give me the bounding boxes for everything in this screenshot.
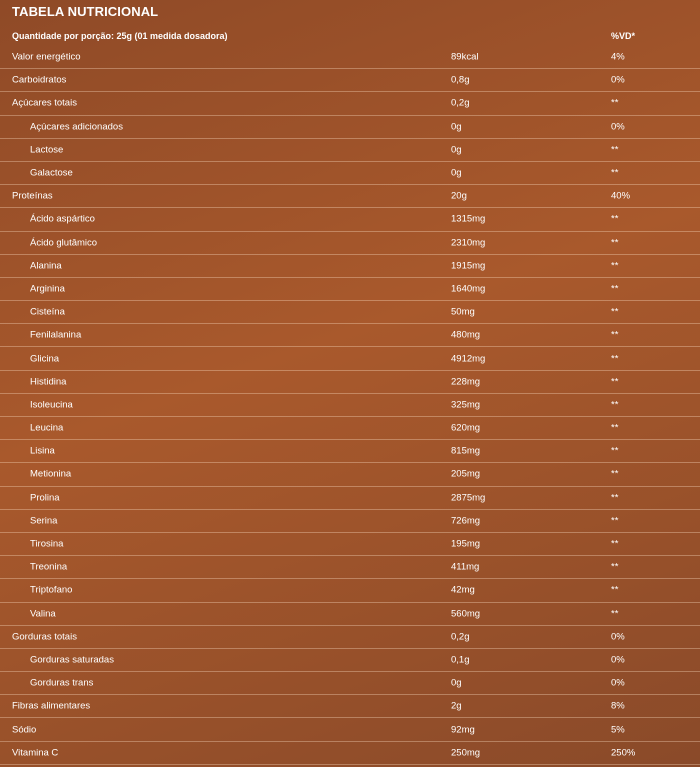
table-row <box>0 626 700 649</box>
nutrient-quantity: 2875mg <box>451 492 486 504</box>
nutrient-vd: ** <box>611 329 619 341</box>
table-row <box>0 510 700 533</box>
nutrient-name: Valor energético <box>12 51 81 63</box>
nutrient-vd: ** <box>611 584 619 596</box>
table-row <box>0 46 700 69</box>
nutrient-quantity: 0,8g <box>451 74 470 86</box>
nutrient-name: Açúcares adicionados <box>30 121 123 133</box>
portion-label: Quantidade por porção: 25g (01 medida dosadora) <box>12 31 228 41</box>
nutrient-vd: 40% <box>611 190 631 202</box>
table-row <box>0 533 700 556</box>
nutrient-vd: ** <box>611 237 619 249</box>
nutrient-name: Tirosina <box>30 538 64 550</box>
nutrient-quantity: 0g <box>451 677 462 689</box>
nutrient-name: Proteínas <box>12 190 53 202</box>
nutrient-vd: ** <box>611 422 619 434</box>
nutrient-name: Triptofano <box>30 584 73 596</box>
nutrient-name: Prolina <box>30 492 60 504</box>
table-row <box>0 347 700 370</box>
nutrient-vd: ** <box>611 538 619 550</box>
nutrient-vd: 8% <box>611 700 625 712</box>
nutrient-vd: 250% <box>611 747 636 759</box>
nutrient-quantity: 620mg <box>451 422 481 434</box>
nutrient-vd: ** <box>611 353 619 365</box>
nutrient-name: Alanina <box>30 260 62 272</box>
nutrient-quantity: 228mg <box>451 376 481 388</box>
nutrient-name: Glicina <box>30 353 60 365</box>
nutrient-quantity: 50mg <box>451 306 475 318</box>
nutrient-name: Serina <box>30 515 58 527</box>
nutrient-vd: ** <box>611 608 619 620</box>
nutrient-vd: ** <box>611 445 619 457</box>
nutrient-vd: 0% <box>611 654 625 666</box>
nutrient-name: Histidina <box>30 376 67 388</box>
nutrient-quantity: 726mg <box>451 515 481 527</box>
nutrient-quantity: 1915mg <box>451 260 486 272</box>
nutrient-name: Valina <box>30 608 56 620</box>
nutrient-vd: ** <box>611 306 619 318</box>
table-row <box>0 417 700 440</box>
table-row <box>0 255 700 278</box>
nutrition-table <box>0 26 700 765</box>
nutrient-quantity: 0g <box>451 144 462 156</box>
nutrient-quantity: 0,2g <box>451 97 470 109</box>
table-row <box>0 672 700 695</box>
nutrient-vd: ** <box>611 213 619 225</box>
nutrient-vd: ** <box>611 399 619 411</box>
nutrient-vd: ** <box>611 492 619 504</box>
table-row <box>0 487 700 510</box>
nutrient-name: Sódio <box>12 724 37 736</box>
table-body <box>0 46 700 765</box>
nutrient-quantity: 195mg <box>451 538 481 550</box>
nutrient-vd: ** <box>611 97 619 109</box>
nutrient-name: Treonina <box>30 561 68 573</box>
nutrient-quantity: 325mg <box>451 399 481 411</box>
nutrient-name: Fenilalanina <box>30 329 82 341</box>
table-row <box>0 301 700 324</box>
nutrient-quantity: 20g <box>451 190 467 202</box>
table-row <box>0 324 700 347</box>
nutrient-name: Açúcares totais <box>12 97 77 109</box>
nutrient-quantity: 560mg <box>451 608 481 620</box>
vd-header: %VD* <box>611 31 636 41</box>
nutrient-name: Ácido glutâmico <box>30 237 98 249</box>
nutrient-name: Vitamina C <box>12 747 59 759</box>
nutrient-quantity: 0g <box>451 121 462 133</box>
nutrient-quantity: 1315mg <box>451 213 486 225</box>
nutrient-vd: 4% <box>611 51 625 63</box>
nutrient-name: Galactose <box>30 167 73 179</box>
nutrient-name: Leucina <box>30 422 64 434</box>
nutrient-vd: ** <box>611 260 619 272</box>
nutrient-vd: ** <box>611 376 619 388</box>
table-row <box>0 278 700 301</box>
nutrient-vd: ** <box>611 167 619 179</box>
nutrient-vd: ** <box>611 283 619 295</box>
nutrient-quantity: 815mg <box>451 445 481 457</box>
table-row <box>0 579 700 602</box>
nutrient-name: Ácido aspártico <box>30 213 95 225</box>
table-row <box>0 463 700 486</box>
table-row <box>0 116 700 139</box>
nutrient-vd: ** <box>611 468 619 480</box>
nutrient-name: Gorduras trans <box>30 677 94 689</box>
nutrient-vd: 0% <box>611 121 625 133</box>
table-row <box>0 162 700 185</box>
nutrient-quantity: 0,2g <box>451 631 470 643</box>
nutrient-name: Gorduras saturadas <box>30 654 114 666</box>
nutrient-quantity: 205mg <box>451 468 481 480</box>
table-row <box>0 695 700 718</box>
table-row <box>0 556 700 579</box>
table-header <box>0 26 700 46</box>
table-row <box>0 69 700 92</box>
nutrient-name: Isoleucina <box>30 399 73 411</box>
nutrient-name: Cisteína <box>30 306 65 318</box>
table-row <box>0 139 700 162</box>
nutrient-vd: ** <box>611 515 619 527</box>
table-row <box>0 603 700 626</box>
nutrient-quantity: 2g <box>451 700 462 712</box>
nutrient-name: Fibras alimentares <box>12 700 91 712</box>
table-row <box>0 742 700 765</box>
nutrient-vd: ** <box>611 144 619 156</box>
nutrient-vd: 5% <box>611 724 625 736</box>
table-row <box>0 208 700 231</box>
table-row <box>0 394 700 417</box>
table-row <box>0 92 700 115</box>
nutrient-quantity: 0g <box>451 167 462 179</box>
nutrient-name: Metionina <box>30 468 72 480</box>
nutrient-vd: 0% <box>611 631 625 643</box>
nutrient-name: Carboidratos <box>12 74 67 86</box>
nutrient-quantity: 4912mg <box>451 353 486 365</box>
table-row <box>0 185 700 208</box>
nutrient-quantity: 89kcal <box>451 51 479 63</box>
nutrient-name: Lisina <box>30 445 55 457</box>
table-row <box>0 649 700 672</box>
nutrient-quantity: 92mg <box>451 724 475 736</box>
nutrient-vd: 0% <box>611 74 625 86</box>
nutrient-vd: 0% <box>611 677 625 689</box>
nutrient-quantity: 411mg <box>451 561 480 573</box>
nutrient-quantity: 1640mg <box>451 283 486 295</box>
table-row <box>0 440 700 463</box>
table-row <box>0 371 700 394</box>
nutrient-quantity: 2310mg <box>451 237 486 249</box>
nutrient-quantity: 250mg <box>451 747 481 759</box>
nutrient-name: Lactose <box>30 144 64 156</box>
table-row <box>0 232 700 255</box>
nutrient-name: Gorduras totais <box>12 631 77 643</box>
nutrient-quantity: 0,1g <box>451 654 470 666</box>
nutrient-quantity: 42mg <box>451 584 475 596</box>
nutrient-quantity: 480mg <box>451 329 481 341</box>
nutrient-name: Arginina <box>30 283 65 295</box>
table-row <box>0 718 700 741</box>
nutrient-vd: ** <box>611 561 619 573</box>
page-title: TABELA NUTRICIONAL <box>12 4 159 19</box>
